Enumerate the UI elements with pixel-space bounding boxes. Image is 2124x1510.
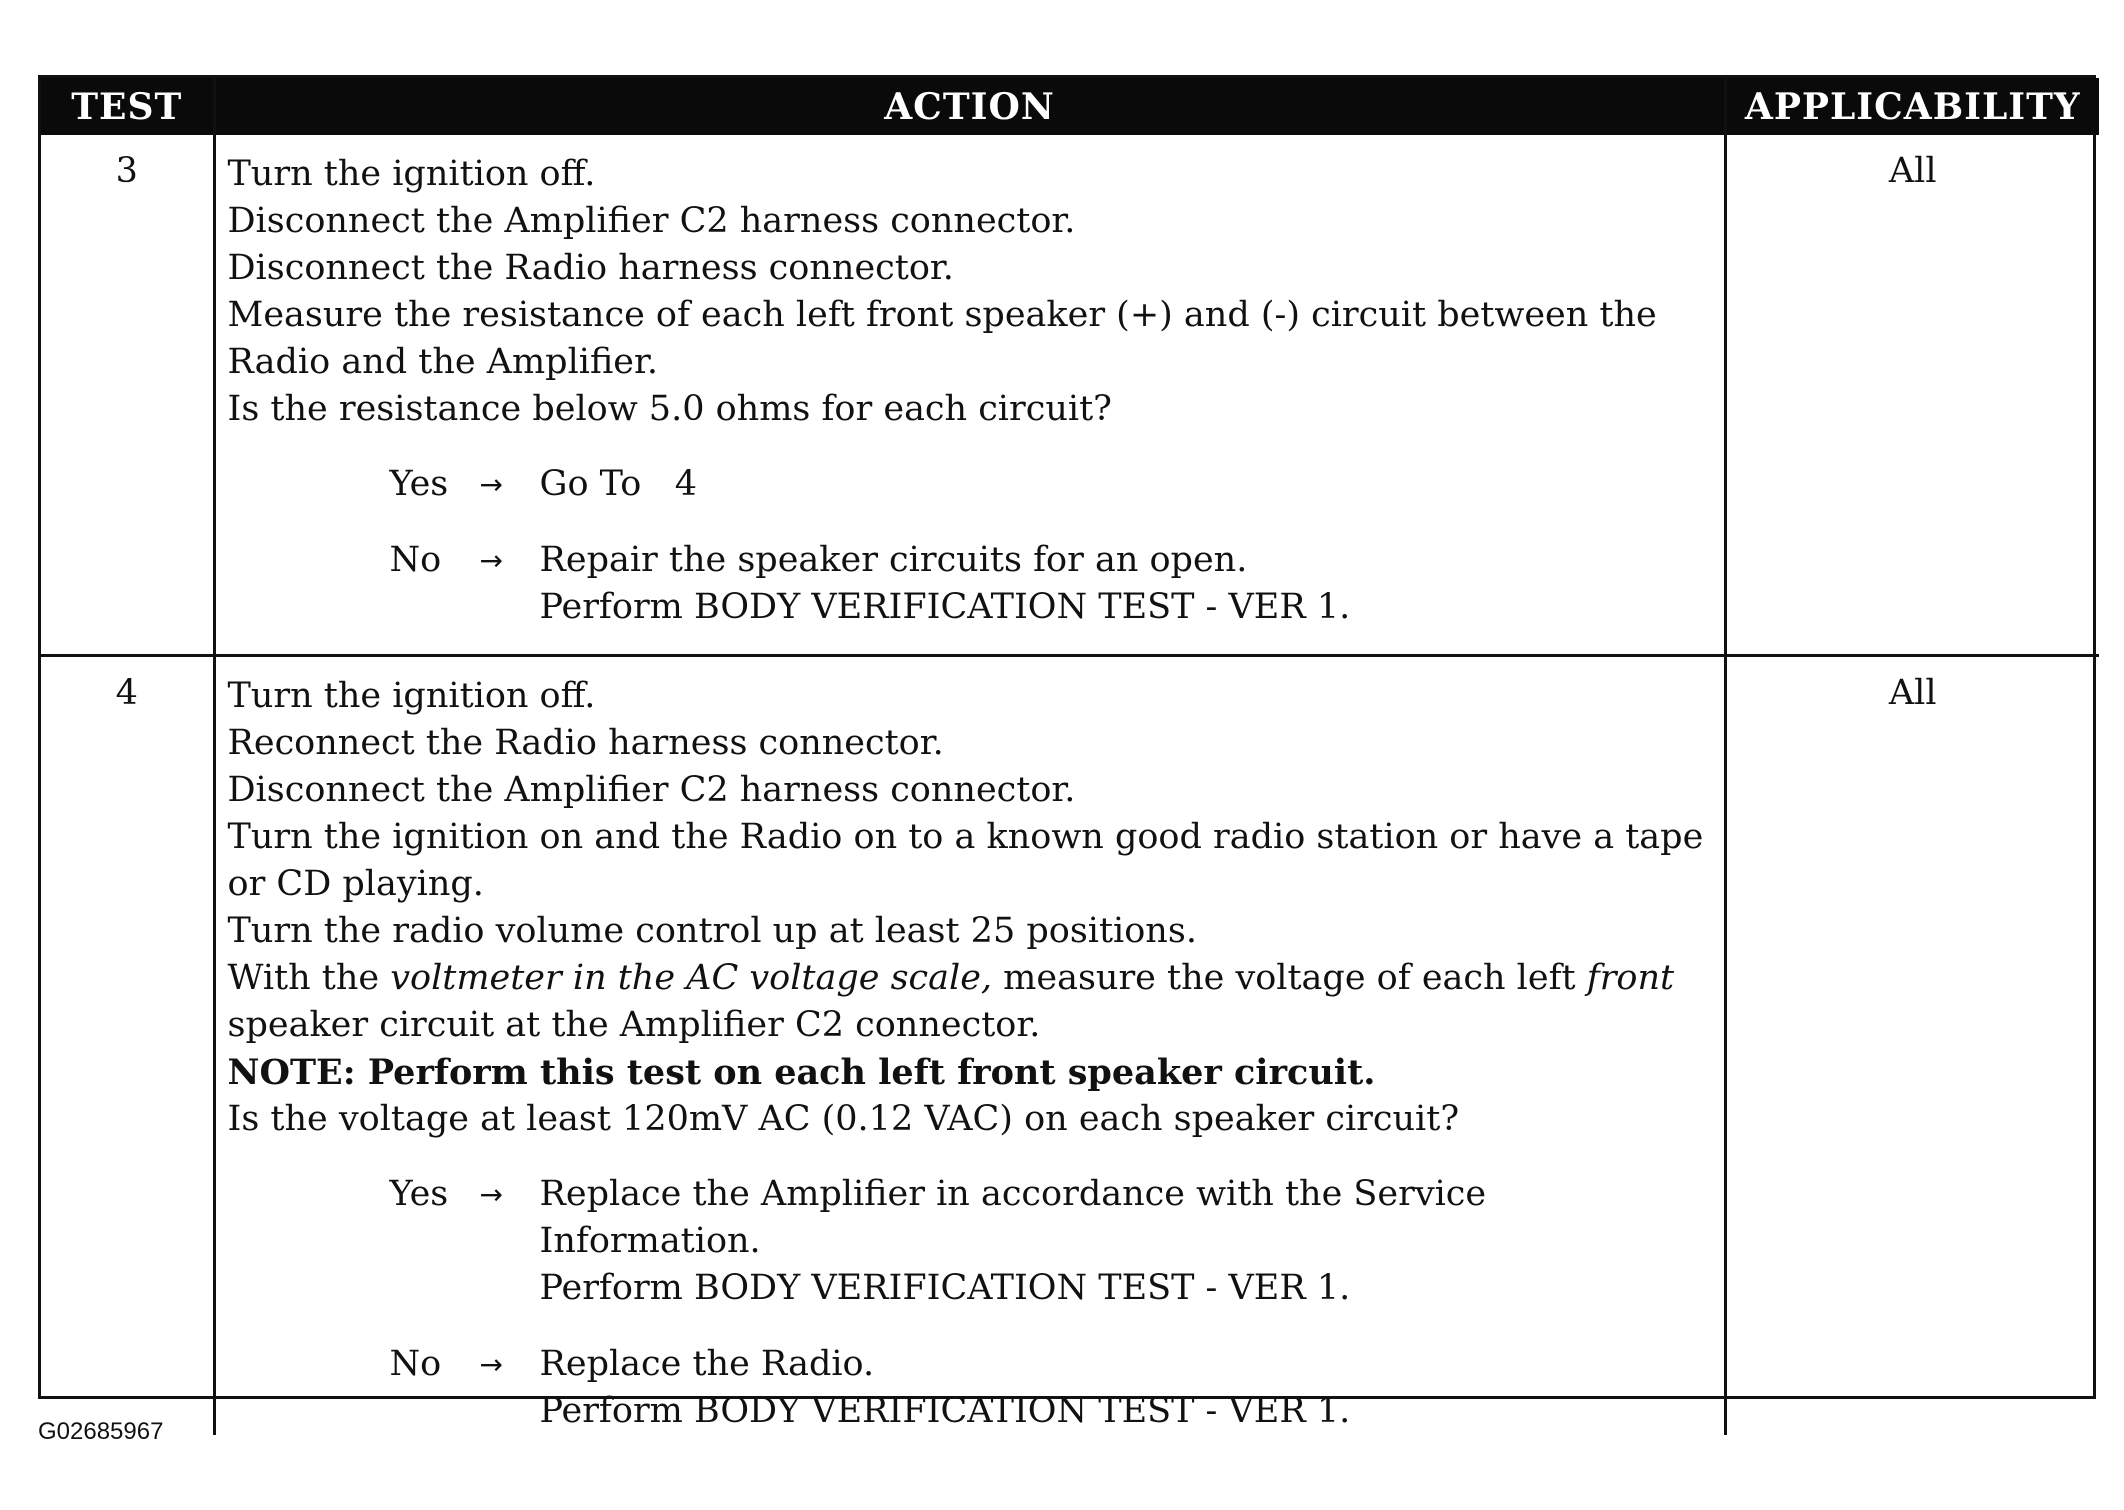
test-number: 3 — [41, 135, 214, 655]
action-cell — [214, 135, 1725, 655]
action-step: Disconnect the Amplifier C2 harness connector. — [227, 769, 1076, 810]
action-step: Disconnect the Amplifier C2 harness connector. — [227, 201, 1076, 241]
table-row — [41, 135, 2099, 655]
step-text: measure the voltage of each left — [992, 957, 1587, 998]
step-text-italic: voltmeter in the AC voltage scale, — [390, 957, 993, 998]
answer-label: Yes — [389, 1173, 449, 1214]
answer-label: No — [389, 1343, 442, 1384]
answer-line: Replace the Radio. — [539, 1343, 875, 1384]
answer-yes — [390, 1171, 1710, 1312]
answer-line: Perform BODY VERIFICATION TEST - VER 1. — [539, 587, 1351, 627]
action-question: Is the voltage at least 120mV AC (0.12 VAC) on each speaker circuit? — [227, 1098, 1460, 1139]
applicability-value: All — [1725, 135, 2099, 655]
action-note: NOTE: Perform this test on each left front speaker circuit. — [227, 1051, 1376, 1093]
action-step: Turn the ignition on and the Radio on to a known good radio station or have a tape or CD playing. — [227, 816, 1704, 904]
answer-line: Repair the speaker circuits for an open. — [539, 540, 1248, 580]
action-step: Turn the ignition off. — [227, 675, 596, 716]
arrow-right-icon: → — [479, 1177, 503, 1211]
test-number: 4 — [41, 655, 214, 1435]
header-test: TEST — [41, 78, 214, 135]
answer-text — [540, 537, 1710, 631]
step-text: With the — [227, 957, 391, 998]
answer-no — [390, 537, 1710, 631]
diagnostic-table — [41, 78, 2099, 1435]
answer-no — [390, 1341, 1710, 1435]
arrow-right-icon: → — [479, 1347, 503, 1381]
answer-label: Yes — [389, 464, 449, 504]
arrow-right-icon: → — [479, 544, 503, 577]
answer-list — [390, 461, 1710, 631]
answer-text — [540, 461, 1710, 508]
action-cell — [214, 655, 1725, 1435]
answer-text — [540, 1171, 1710, 1312]
header-action: ACTION — [214, 78, 1725, 135]
answer-label: No — [389, 540, 442, 580]
header-row — [41, 78, 2099, 135]
action-step: Turn the ignition off. — [227, 154, 596, 194]
action-question: Is the resistance below 5.0 ohms for each circuit? — [227, 389, 1112, 429]
arrow-right-icon: → — [479, 468, 503, 501]
answer-text — [540, 1341, 1710, 1435]
answer-line: Replace the Amplifier in accordance with the Service Information. — [539, 1173, 1487, 1261]
answer-line: Perform BODY VERIFICATION TEST - VER 1. — [539, 1390, 1351, 1431]
action-step: Turn the radio volume control up at least 25 positions. — [227, 910, 1197, 951]
answer-yes — [390, 461, 1710, 508]
table-row — [41, 655, 2099, 1435]
header-applicability: APPLICABILITY — [1725, 78, 2099, 135]
figure-code: G02685967 — [38, 1418, 164, 1445]
diagnostic-table-frame — [38, 75, 2096, 1431]
action-step: Disconnect the Radio harness connector. — [227, 248, 954, 288]
answer-line: Go To 4 — [539, 464, 697, 504]
step-text-italic: front — [1586, 957, 1675, 998]
action-step: Reconnect the Radio harness connector. — [227, 722, 944, 763]
answer-list — [390, 1171, 1710, 1435]
answer-line: Perform BODY VERIFICATION TEST - VER 1. — [539, 1267, 1351, 1308]
action-step: Measure the resistance of each left front speaker (+) and (-) circuit between the Radio and the Amplifier. — [227, 295, 1657, 382]
step-text: speaker circuit at the Amplifier C2 connector. — [227, 1004, 1041, 1045]
action-step-voltmeter — [228, 955, 1710, 1049]
applicability-value: All — [1888, 672, 1937, 713]
